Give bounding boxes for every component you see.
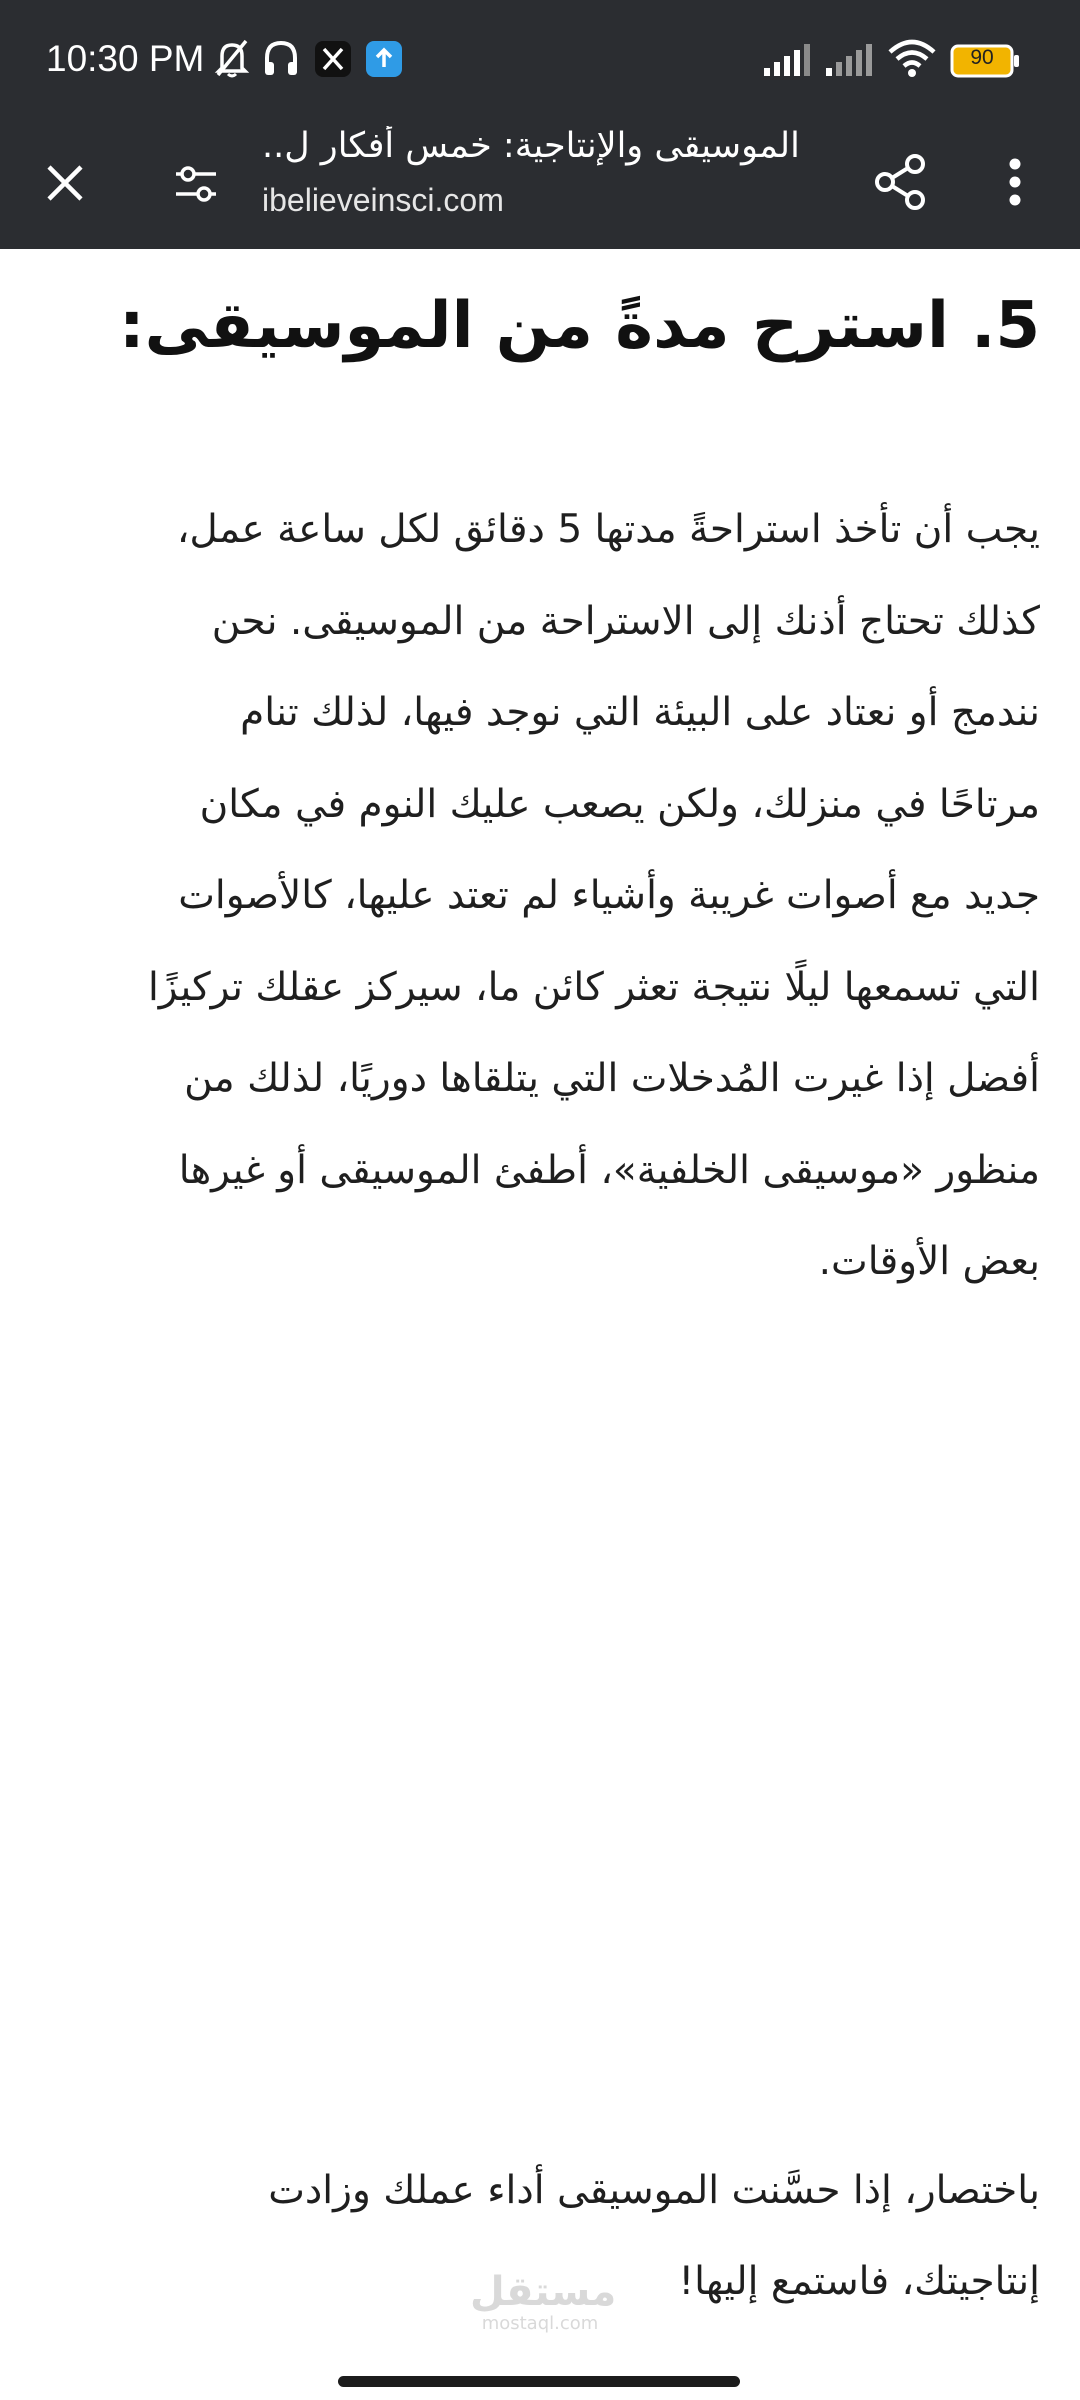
signal-1-icon	[764, 44, 814, 80]
headphones-icon	[262, 38, 300, 82]
article-content	[0, 249, 1080, 2359]
close-button[interactable]	[30, 148, 100, 218]
paragraph-line: التي تسمعها ليلًا نتيجة تعثر كائن ما، سيركز عقلك تركيزًا	[147, 964, 1040, 1010]
share-icon	[873, 154, 927, 210]
paragraph-line: مرتاحًا في منزلك، ولكن يصعب عليك النوم في مكان	[199, 781, 1040, 827]
status-time: 10:30 PM	[46, 38, 205, 79]
status-bar	[0, 0, 1080, 118]
custom-tab-toolbar	[0, 118, 1080, 249]
gesture-nav-bar	[0, 2359, 1080, 2400]
upload-app-icon	[366, 41, 402, 81]
paragraph-line: كذلك تحتاج أذنك إلى الاستراحة من الموسيقى. نحن	[211, 598, 1040, 644]
section-heading: 5. استرح مدةً من الموسيقى:	[119, 289, 1040, 363]
page-settings-button[interactable]	[160, 148, 232, 220]
bell-off-icon	[214, 38, 250, 82]
page-url[interactable]: ibelieveinsci.com	[262, 182, 504, 218]
paragraph-line: نندمج أو نعتاد على البيئة التي نوجد فيها، لذلك تنام	[240, 690, 1040, 735]
paragraph-line: منظور «موسيقى الخلفية»، أطفئ الموسيقى أو غيرها	[178, 1147, 1040, 1193]
paragraph-line: جديد مع أصوات غريبة وأشياء لم تعتد عليها، كالأصوات	[178, 873, 1040, 918]
more-vert-icon	[1009, 158, 1021, 206]
share-button[interactable]	[862, 144, 938, 220]
wifi-icon	[888, 38, 936, 82]
paragraph-line: بعض الأوقات.	[818, 1239, 1040, 1284]
paragraph-line: أفضل إذا غيرت المُدخلات التي يتلقاها دوريًا، لذلك من	[184, 1056, 1040, 1101]
battery-level: 90	[970, 46, 994, 69]
battery-icon	[950, 44, 1022, 82]
more-options-button[interactable]	[990, 144, 1040, 220]
summary-line: إنتاجيتك، فاستمع إليها!	[678, 2259, 1040, 2304]
watermark-arabic: مستقل	[470, 2269, 617, 2315]
page-title[interactable]: الموسيقى والإنتاجية: خمس أفكار ل..	[262, 126, 800, 166]
close-icon	[45, 163, 85, 203]
article-paragraph	[50, 484, 1040, 1308]
paragraph-line: يجب أن تأخذ استراحةً مدتها 5 دقائق لكل ساعة عمل،	[176, 507, 1040, 552]
watermark-latin: mostaql.com	[481, 2313, 599, 2334]
page-settings-icon	[174, 164, 218, 204]
mostaql-watermark	[470, 2269, 617, 2334]
signal-2-icon	[826, 44, 876, 80]
summary-line: باختصار، إذا حسَّنت الموسيقى أداء عملك وزادت	[268, 2168, 1040, 2213]
home-gesture-handle[interactable]	[338, 2376, 740, 2387]
x-app-icon	[315, 41, 351, 81]
